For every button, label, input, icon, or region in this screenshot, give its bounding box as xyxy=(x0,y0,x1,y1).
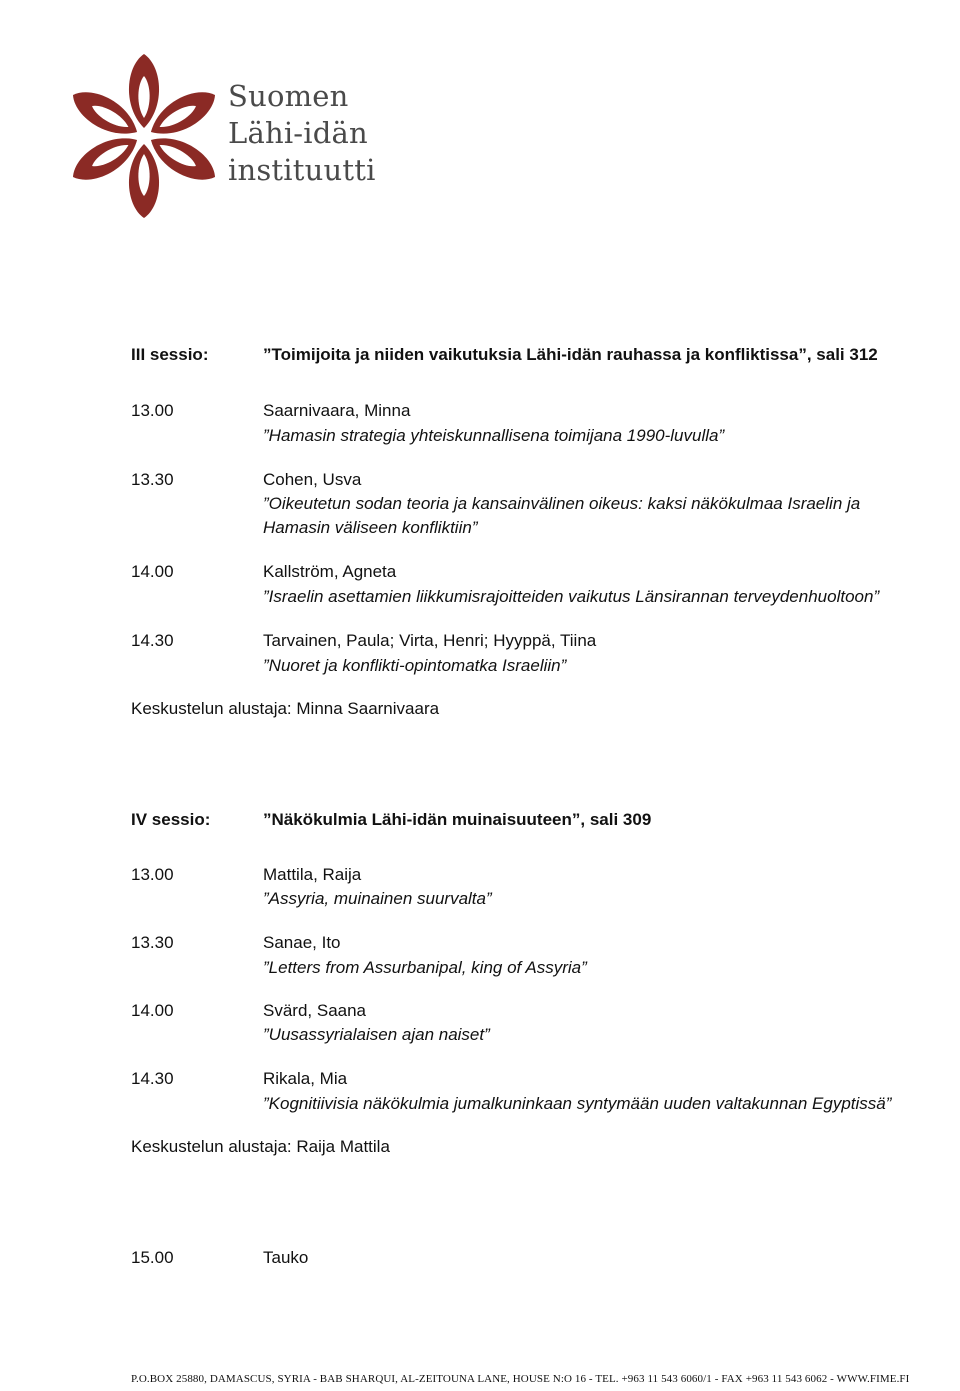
session-4-entry-1-speaker: Mattila, Raija xyxy=(263,865,362,884)
session-4-entry-2-title: ”Letters from Assurbanipal, king of Assyria” xyxy=(263,958,587,977)
footer-address: P.O.BOX 25880, DAMASCUS, SYRIA - BAB SHARQUI, AL-ZEITOUNA LANE, HOUSE N:O 16 - TEL. +963 11 543 6060/1 - FAX +963 11 543 6062 - WWW.FIME.FI xyxy=(131,1373,910,1385)
session-3-entry-4-time: 14.30 xyxy=(131,631,174,650)
session-3-entry-2-speaker: Cohen, Usva xyxy=(263,470,362,489)
session-4-entry-1-title: ”Assyria, muinainen suurvalta” xyxy=(263,889,492,908)
session-3-entry-1-speaker: Saarnivaara, Minna xyxy=(263,401,411,420)
logo-wordmark xyxy=(228,78,376,189)
session-3-entry-4-speaker: Tarvainen, Paula; Virta, Henri; Hyyppä, Tiina xyxy=(263,631,597,650)
session-4-entry-2-speaker: Sanae, Ito xyxy=(263,933,341,952)
logo-line-3: instituutti xyxy=(228,153,376,187)
session-3-entry-3-time: 14.00 xyxy=(131,562,174,581)
break-time: 15.00 xyxy=(131,1248,174,1267)
session-3-moderator: Keskustelun alustaja: Minna Saarnivaara xyxy=(131,699,440,718)
session-3-label: III sessio: xyxy=(131,345,209,364)
session-3-entry-1-time: 13.00 xyxy=(131,401,174,420)
session-3-entry-3-speaker: Kallström, Agneta xyxy=(263,562,397,581)
session-3-entry-2-title-line-2: Hamasin väliseen konfliktiin” xyxy=(263,518,478,537)
session-4-entry-3-speaker: Svärd, Saana xyxy=(263,1001,367,1020)
session-3-entry-2-title-line-1: ”Oikeutetun sodan teoria ja kansainvälinen oikeus: kaksi näkökulmaa Israelin ja xyxy=(263,494,861,513)
session-4-entry-4-time: 14.30 xyxy=(131,1069,174,1088)
session-4-label: IV sessio: xyxy=(131,810,211,829)
session-3-entry-3-title: ”Israelin asettamien liikkumisrajoitteiden vaikutus Länsirannan terveydenhuoltoon” xyxy=(263,587,880,606)
session-4-title: ”Näkökulmia Lähi-idän muinaisuuteen”, sali 309 xyxy=(263,810,652,829)
flower-emblem-icon xyxy=(72,48,222,218)
session-3-title: ”Toimijoita ja niiden vaikutuksia Lähi-idän rauhassa ja konfliktissa”, sali 312 xyxy=(263,345,878,364)
session-4-entry-4-speaker: Rikala, Mia xyxy=(263,1069,348,1088)
session-4-entry-3-time: 14.00 xyxy=(131,1001,174,1020)
institute-logo xyxy=(72,48,392,218)
session-4-moderator: Keskustelun alustaja: Raija Mattila xyxy=(131,1137,390,1156)
session-3-entry-1-title: ”Hamasin strategia yhteiskunnallisena toimijana 1990-luvulla” xyxy=(263,426,725,445)
session-4-entry-3-title: ”Uusassyrialaisen ajan naiset” xyxy=(263,1025,490,1044)
logo-line-1: Suomen xyxy=(228,79,349,113)
session-4-entry-1-time: 13.00 xyxy=(131,865,174,884)
logo-line-2: Lähi-idän xyxy=(228,116,368,150)
session-4-entry-4-title: ”Kognitiivisia näkökulmia jumalkuninkaan syntymään uuden valtakunnan Egyptissä” xyxy=(263,1094,892,1113)
session-4-entry-2-time: 13.30 xyxy=(131,933,174,952)
break-label: Tauko xyxy=(263,1248,309,1267)
session-3-entry-4-title: ”Nuoret ja konflikti-opintomatka Israeliin” xyxy=(263,656,567,675)
session-3-entry-2-time: 13.30 xyxy=(131,470,174,489)
